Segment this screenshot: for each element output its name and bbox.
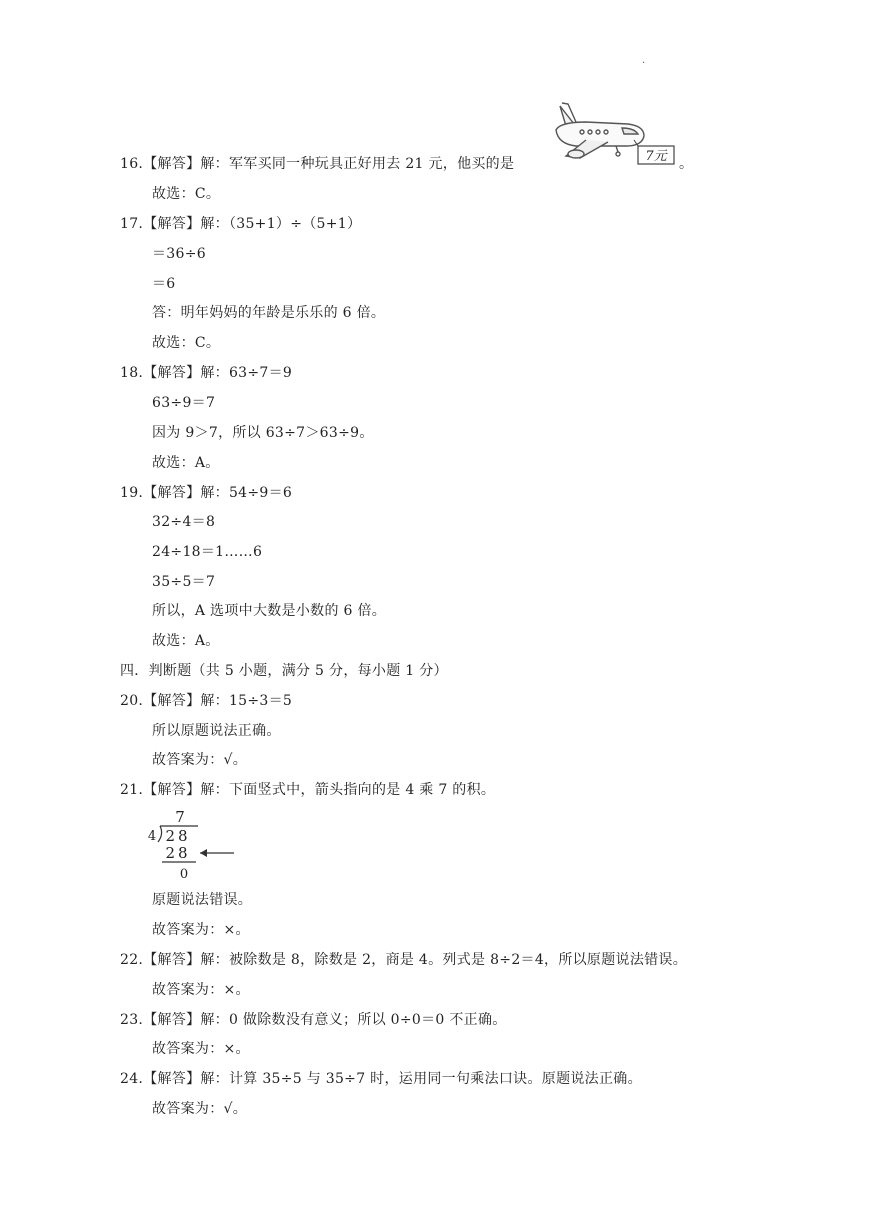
q19-conclusion: 所以，A 选项中大数是小数的 6 倍。 bbox=[152, 603, 387, 619]
q22-head: 22.【解答】解：被除数是 8，除数是 2，商是 4。列式是 8÷2＝4，所以原题说法错误。 bbox=[120, 952, 688, 968]
division-divisor: 4 bbox=[147, 829, 157, 844]
q20-head: 20.【解答】解：15÷3＝5 bbox=[120, 693, 293, 709]
q18-choice: 故选：A。 bbox=[152, 455, 220, 471]
q16-head: 16.【解答】解：军军买同一种玩具正好用去 21 元，他买的是 bbox=[120, 156, 515, 172]
division-remainder: 0 bbox=[179, 867, 189, 882]
q19-step3: 35÷5＝7 bbox=[152, 574, 216, 590]
q21-head: 21.【解答】解：下面竖式中，箭头指向的是 4 乘 7 的积。 bbox=[120, 782, 496, 798]
section-4-title: 四．判断题（共 5 小题，满分 5 分，每小题 1 分） bbox=[120, 663, 448, 679]
q22-answer: 故答案为：×。 bbox=[152, 982, 250, 998]
q17-answer: 答：明年妈妈的年龄是乐乐的 6 倍。 bbox=[152, 305, 386, 321]
page-marker: · bbox=[642, 58, 646, 69]
q24-head: 24.【解答】解：计算 35÷5 与 35÷7 时，运用同一句乘法口诀。原题说法正确。 bbox=[120, 1071, 642, 1087]
q19-step1: 32÷4＝8 bbox=[152, 514, 216, 530]
q17-step1: ＝36÷6 bbox=[152, 246, 206, 262]
q17-choice: 故选：C。 bbox=[152, 335, 221, 351]
q18-reason: 因为 9＞7，所以 63÷7＞63÷9。 bbox=[152, 425, 374, 441]
q21-note: 原题说法错误。 bbox=[152, 892, 253, 908]
airplane-icon bbox=[546, 100, 680, 166]
q20-note: 所以原题说法正确。 bbox=[152, 723, 281, 739]
q18-step1: 63÷9＝7 bbox=[152, 395, 216, 411]
q21-answer: 故答案为：×。 bbox=[152, 922, 250, 938]
division-quotient: 7 bbox=[175, 808, 185, 826]
q17-head: 17.【解答】解：（35+1）÷（5+1） bbox=[120, 216, 362, 232]
toy-price-tag: 7元 bbox=[645, 149, 667, 164]
toy-airplane-image bbox=[546, 100, 680, 170]
q19-choice: 故选：A。 bbox=[152, 633, 220, 649]
division-product: 28 bbox=[165, 844, 191, 862]
q19-step2: 24÷18＝1……6 bbox=[152, 544, 263, 560]
q24-answer: 故答案为：√。 bbox=[152, 1101, 248, 1117]
q19-head: 19.【解答】解：54÷9＝6 bbox=[120, 485, 293, 501]
q16-tail: 。 bbox=[679, 156, 694, 172]
q23-answer: 故答案为：×。 bbox=[152, 1041, 250, 1057]
q16-choice: 故选：C。 bbox=[152, 186, 221, 202]
division-dividend: 28 bbox=[165, 827, 191, 845]
q23-head: 23.【解答】解：0 做除数没有意义；所以 0÷0＝0 不正确。 bbox=[120, 1012, 507, 1028]
q18-head: 18.【解答】解：63÷7＝9 bbox=[120, 365, 293, 381]
pointing-arrow-icon bbox=[200, 849, 234, 857]
long-division-figure bbox=[144, 806, 244, 886]
q20-answer: 故答案为：√。 bbox=[152, 752, 248, 768]
q17-step2: ＝6 bbox=[152, 276, 176, 292]
